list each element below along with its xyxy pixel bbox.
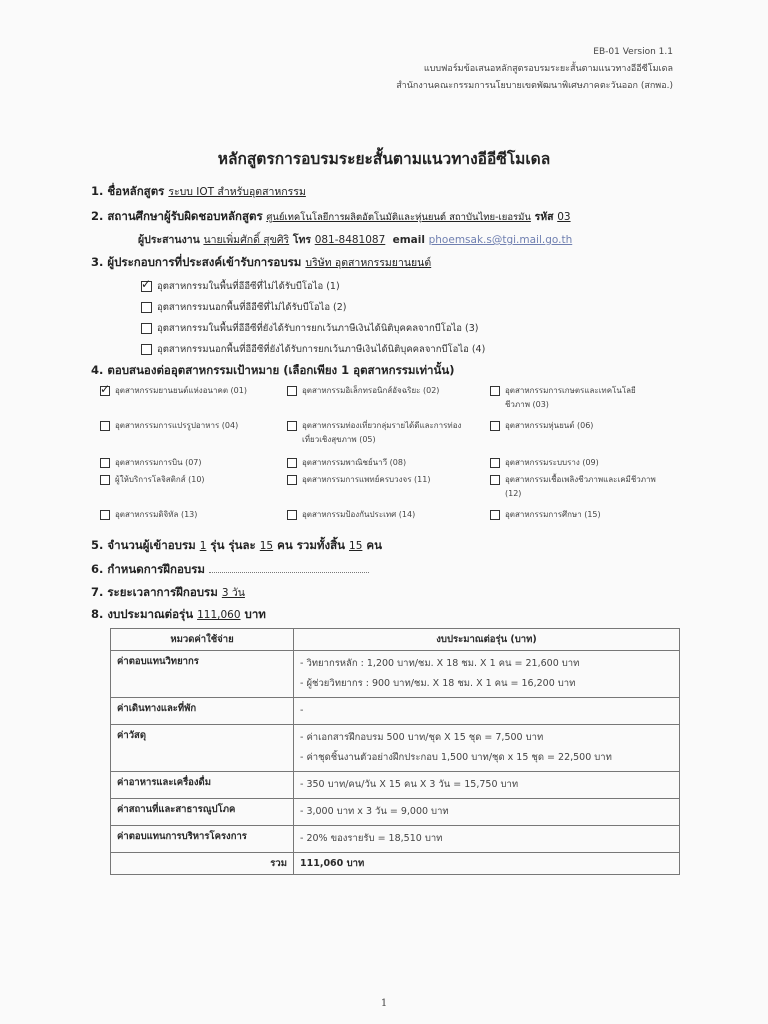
budget-category: ค่าเดินทางและที่พัก [111, 698, 294, 725]
budget-details [294, 651, 680, 698]
budget-details [294, 799, 680, 826]
industry-option-label: อุตสาหกรรมป้องกันประเทศ (14) [302, 510, 416, 519]
budget-detail-line: - [300, 705, 304, 716]
header-category: หมวดค่าใช้จ่าย [111, 629, 294, 651]
section-target-industry [91, 362, 454, 380]
budget-row [111, 725, 680, 772]
industry-option[interactable] [100, 508, 280, 522]
budget-detail-line: - 20% ของรายรับ = 18,510 บาท [300, 833, 443, 844]
industry-option[interactable] [100, 419, 280, 433]
budget-detail-line: - 350 บาท/คน/วัน X 15 คน X 3 วัน = 15,750 บาท [300, 779, 519, 790]
industry-option-label: ผู้ให้บริการโลจิสติกส์ (10) [115, 475, 205, 484]
course-name-label: 1. ชื่อหลักสูตร [91, 184, 165, 198]
budget-details [294, 772, 680, 799]
operator-option-label: อุตสาหกรรมในพื้นที่อีอีซีที่ยังได้รับการยกเว้นภาษีเงินได้นิติบุคคลจากบีโอไอ (3) [157, 323, 479, 334]
industry-option[interactable] [490, 508, 660, 522]
batch-count: 1 [199, 540, 207, 552]
industry-option[interactable] [287, 456, 467, 470]
industry-option[interactable] [100, 456, 280, 470]
budget-row [111, 826, 680, 853]
office-name: สำนักงานคณะกรรมการนโยบายเขตพัฒนาพิเศษภาคตะวันออก (สกพอ.) [396, 81, 673, 91]
operator-option[interactable] [141, 279, 340, 294]
checkbox[interactable] [490, 475, 500, 485]
checkbox[interactable] [100, 421, 110, 431]
industry-option-label: อุตสาหกรรมการบิน (07) [115, 458, 202, 467]
budget-category: ค่าอาหารและเครื่องดื่ม [111, 772, 294, 799]
batch-unit: รุ่น รุ่นละ [210, 538, 256, 552]
checkbox[interactable] [141, 302, 152, 313]
page-number: 1 [380, 998, 388, 1009]
checkbox[interactable] [287, 458, 297, 468]
section-schedule [91, 561, 369, 579]
industry-option[interactable] [287, 508, 467, 522]
document-header [396, 44, 673, 95]
email-label: email [392, 234, 425, 246]
budget-category: ค่าวัสดุ [111, 725, 294, 772]
section-budget [91, 606, 266, 624]
industry-option[interactable] [490, 419, 660, 433]
budget-detail-line: - ค่าเอกสารฝึกอบรม 500 บาท/ชุด X 15 ชุด = 7,500 บาท [300, 732, 544, 743]
checkbox[interactable] [141, 344, 152, 355]
institution-code-value: 03 [557, 211, 571, 223]
industry-option[interactable] [490, 456, 660, 470]
schedule-label: 6. กำหนดการฝึกอบรม [91, 562, 205, 576]
target-industry-label: 4. ตอบสนองต่ออุตสาหกรรมเป้าหมาย (เลือกเพียง 1 อุตสาหกรรมเท่านั้น) [91, 363, 455, 377]
budget-details [294, 826, 680, 853]
operator-label: 3. ผู้ประกอบการที่ประสงค์เข้ารับการอบรม [91, 255, 302, 269]
checkbox[interactable] [287, 475, 297, 485]
checkbox[interactable] [100, 510, 110, 520]
duration-value: 3 วัน [221, 587, 245, 599]
budget-row [111, 799, 680, 826]
checkbox[interactable] [287, 386, 297, 396]
checkbox[interactable] [141, 323, 152, 334]
operator-option-label: อุตสาหกรรมนอกพื้นที่อีอีซีที่ยังได้รับการยกเว้นภาษีเงินได้นิติบุคคลจากบีโอไอ (4) [157, 344, 486, 355]
section-institution [91, 208, 571, 226]
budget-row [111, 651, 680, 698]
checkbox[interactable] [287, 510, 297, 520]
checkbox[interactable] [490, 386, 500, 396]
budget-total-row [111, 853, 680, 875]
operator-option[interactable] [141, 321, 479, 336]
industry-option-label: อุตสาหกรรมการเกษตรและเทคโนโลยีชีวภาพ (03) [505, 386, 636, 409]
course-name-value: ระบบ IOT สำหรับอุตสาหกรรม [168, 186, 306, 198]
industry-option-label: อุตสาหกรรมเชื้อเพลิงชีวภาพและเคมีชีวภาพ (12) [505, 475, 656, 498]
participants-label: 5. จำนวนผู้เข้าอบรม [91, 538, 196, 552]
section-participants [91, 537, 382, 555]
checkbox[interactable] [490, 458, 500, 468]
industry-option-label: อุตสาหกรรมยานยนต์แห่งอนาคต (01) [115, 386, 247, 395]
coordinator-name: นายเพิ่มศักดิ์ สุขศิริ [203, 234, 290, 246]
industry-option[interactable] [100, 473, 280, 487]
industry-option-label: อุตสาหกรรมการศึกษา (15) [505, 510, 601, 519]
budget-table-header [111, 629, 680, 651]
operator-option-label: อุตสาหกรรมนอกพื้นที่อีอีซีที่ไม่ได้รับบีโอไอ (2) [157, 302, 347, 313]
budget-category: ค่าสถานที่และสาธารณูปโภค [111, 799, 294, 826]
tel-label: โทร [292, 234, 312, 246]
budget-row [111, 772, 680, 799]
budget-detail-line: - วิทยากรหลัก : 1,200 บาท/ชม. X 18 ชม. X 1 คน = 21,600 บาท [300, 658, 580, 669]
industry-option[interactable] [287, 384, 467, 398]
industry-option-label: อุตสาหกรรมท่องเที่ยวกลุ่มรายได้ดีและการท่องเที่ยวเชิงสุขภาพ (05) [302, 421, 462, 444]
budget-row [111, 698, 680, 725]
budget-details [294, 698, 680, 725]
checkbox[interactable] [490, 510, 500, 520]
operator-option[interactable] [141, 300, 347, 315]
industry-option-label: อุตสาหกรรมพาณิชย์นาวี (08) [302, 458, 407, 467]
total-participants: 15 [349, 540, 363, 552]
form-title: แบบฟอร์มข้อเสนอหลักสูตรอบรมระยะสั้นตามแนวทางอีอีซีโมเดล [423, 64, 673, 74]
operator-option[interactable] [141, 342, 485, 357]
industry-option[interactable] [287, 473, 467, 487]
budget-total-value: 111,060 บาท [294, 853, 680, 875]
checkbox[interactable] [141, 281, 152, 292]
tel-value: 081-8481087 [314, 234, 386, 246]
budget-label: 8. งบประมาณต่อรุ่น [91, 607, 194, 621]
checkbox[interactable] [100, 458, 110, 468]
checkbox[interactable] [287, 421, 297, 431]
email-link[interactable]: phoemsak.s@tgi.mail.go.th [428, 234, 573, 246]
industry-option-label: อุตสาหกรรมการแพทย์ครบวงจร (11) [302, 475, 431, 484]
per-batch-unit: คน รวมทั้งสิ้น [277, 538, 345, 552]
budget-category: ค่าตอบแทนการบริหารโครงการ [111, 826, 294, 853]
operator-option-label: อุตสาหกรรมในพื้นที่อีอีซีที่ไม่ได้รับบีโอไอ (1) [157, 281, 340, 292]
budget-category: ค่าตอบแทนวิทยากร [111, 651, 294, 698]
checkbox[interactable] [100, 386, 110, 396]
industry-option[interactable] [490, 384, 660, 412]
coordinator-label: ผู้ประสานงาน [138, 234, 200, 246]
budget-total-label: รวม [111, 853, 294, 875]
budget-details [294, 725, 680, 772]
budget-table [110, 628, 680, 875]
checkbox[interactable] [490, 421, 500, 431]
operator-value: บริษัท อุตสาหกรรมยานยนต์ [305, 257, 432, 269]
section-course-name [91, 183, 306, 201]
industry-option[interactable] [490, 473, 660, 501]
header-amount: งบประมาณต่อรุ่น (บาท) [294, 629, 680, 651]
coordinator-line [138, 231, 572, 248]
budget-unit: บาท [244, 607, 266, 621]
duration-label: 7. ระยะเวลาการฝึกอบรม [91, 585, 218, 599]
section-duration [91, 584, 245, 602]
institution-code-label: รหัส [534, 211, 554, 223]
institution-label: 2. สถานศึกษาผู้รับผิดชอบหลักสูตร [91, 209, 263, 223]
industry-option-label: อุตสาหกรรมระบบราง (09) [505, 458, 599, 467]
form-code: EB-01 Version 1.1 [593, 47, 673, 57]
budget-detail-line: - ค่าชุดชิ้นงานตัวอย่างฝึกประกอบ 1,500 บาท/ชุด x 15 ชุด = 22,500 บาท [300, 752, 612, 763]
page-title: หลักสูตรการอบรมระยะสั้นตามแนวทางอีอีซีโมเดล [217, 150, 551, 168]
budget-detail-line: - 3,000 บาท x 3 วัน = 9,000 บาท [300, 806, 449, 817]
institution-value: ศูนย์เทคโนโลยีการผลิตอัตโนมัติและหุ่นยนต์ สถาบันไทย-เยอรมัน [266, 212, 531, 223]
budget-value: 111,060 [197, 609, 241, 621]
total-unit: คน [366, 538, 382, 552]
industry-option[interactable] [100, 384, 280, 398]
section-operator [91, 254, 431, 272]
per-batch-count: 15 [259, 540, 274, 552]
industry-option-label: อุตสาหกรรมอิเล็กทรอนิกส์อัจฉริยะ (02) [302, 386, 440, 395]
industry-option-label: อุตสาหกรรมหุ่นยนต์ (06) [505, 421, 594, 430]
industry-option[interactable] [287, 419, 467, 447]
industry-option-label: อุตสาหกรรมการแปรรูปอาหาร (04) [115, 421, 239, 430]
schedule-blank [209, 562, 369, 573]
checkbox[interactable] [100, 475, 110, 485]
budget-detail-line: - ผู้ช่วยวิทยากร : 900 บาท/ชม. X 18 ชม. X 1 คน = 16,200 บาท [300, 678, 576, 689]
industry-option-label: อุตสาหกรรมดิจิทัล (13) [115, 510, 198, 519]
